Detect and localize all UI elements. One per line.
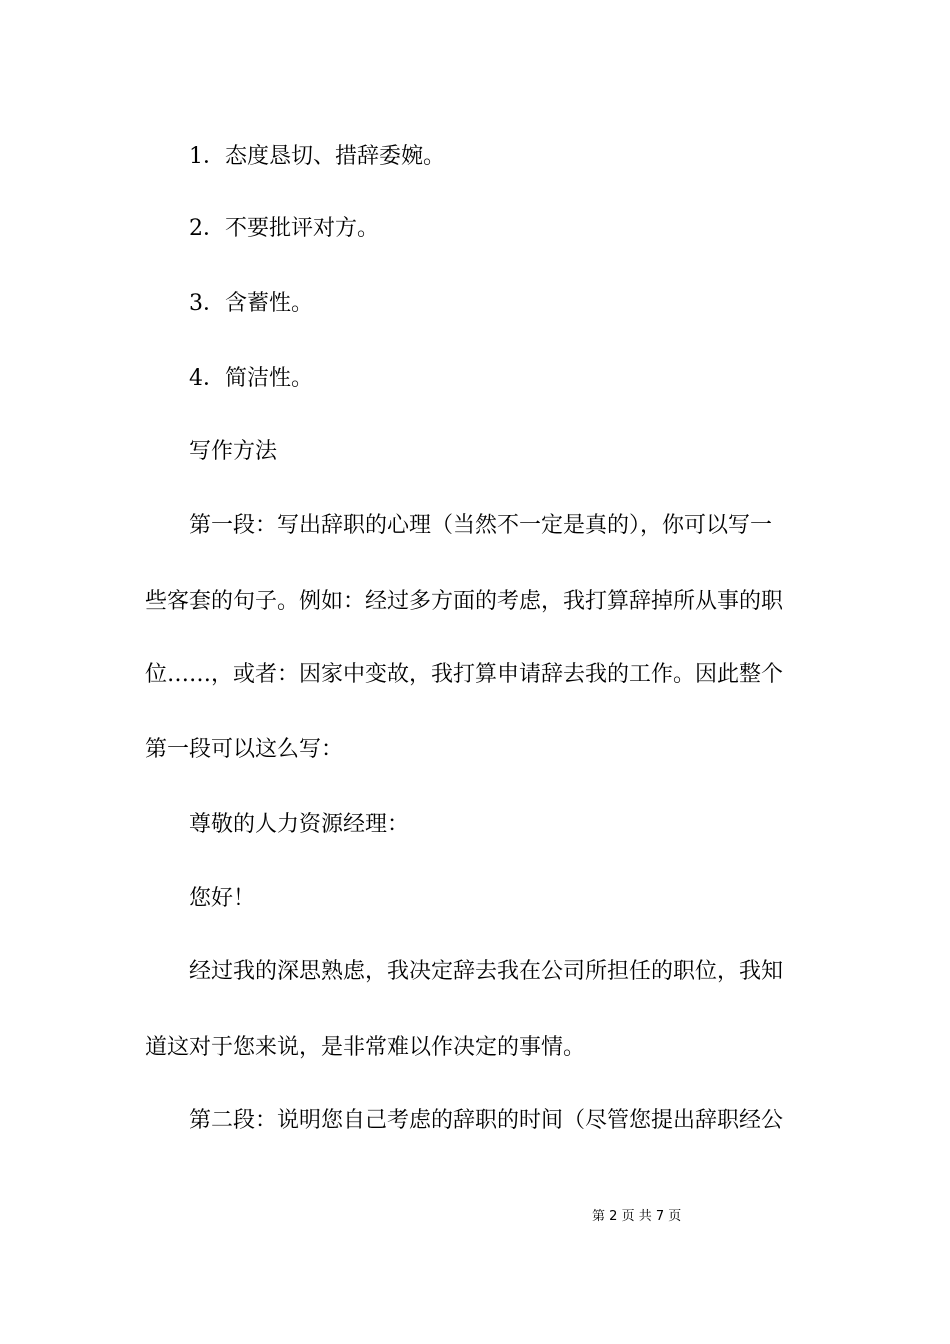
page-indicator xyxy=(592,1208,681,1226)
paragraph-line: 些客套的句子。例如：经过多方面的考虑，我打算辞掉所从事的职 xyxy=(145,589,784,614)
list-item-3: 3．含蓄性。 xyxy=(189,291,313,316)
paragraph-line: 位……，或者：因家中变故，我打算申请辞去我的工作。因此整个 xyxy=(145,662,784,687)
footer-suffix: 页 xyxy=(668,1209,682,1224)
list-item-2: 2．不要批评对方。 xyxy=(189,216,379,241)
greeting: 您好！ xyxy=(189,886,256,911)
footer-prefix: 第 xyxy=(592,1209,606,1224)
paragraph-line: 第二段：说明您自己考虑的辞职的时间（尽管您提出辞职经公 xyxy=(189,1108,784,1133)
list-item-4: 4．简洁性。 xyxy=(189,366,313,391)
total-pages-number: 7 xyxy=(655,1209,665,1224)
paragraph-line: 第一段：写出辞职的心理（当然不一定是真的），你可以写一 xyxy=(189,513,773,538)
salutation: 尊敬的人力资源经理： xyxy=(189,812,410,837)
footer-middle: 页 共 xyxy=(621,1209,652,1224)
list-item-1: 1．态度恳切、措辞委婉。 xyxy=(189,144,445,169)
current-page-number: 2 xyxy=(609,1209,618,1224)
paragraph-line: 第一段可以这么写： xyxy=(145,737,344,762)
paragraph-line: 经过我的深思熟虑，我决定辞去我在公司所担任的职位，我知 xyxy=(189,959,784,984)
paragraph-line: 道这对于您来说，是非常难以作决定的事情。 xyxy=(145,1035,586,1060)
section-heading: 写作方法 xyxy=(189,439,278,464)
